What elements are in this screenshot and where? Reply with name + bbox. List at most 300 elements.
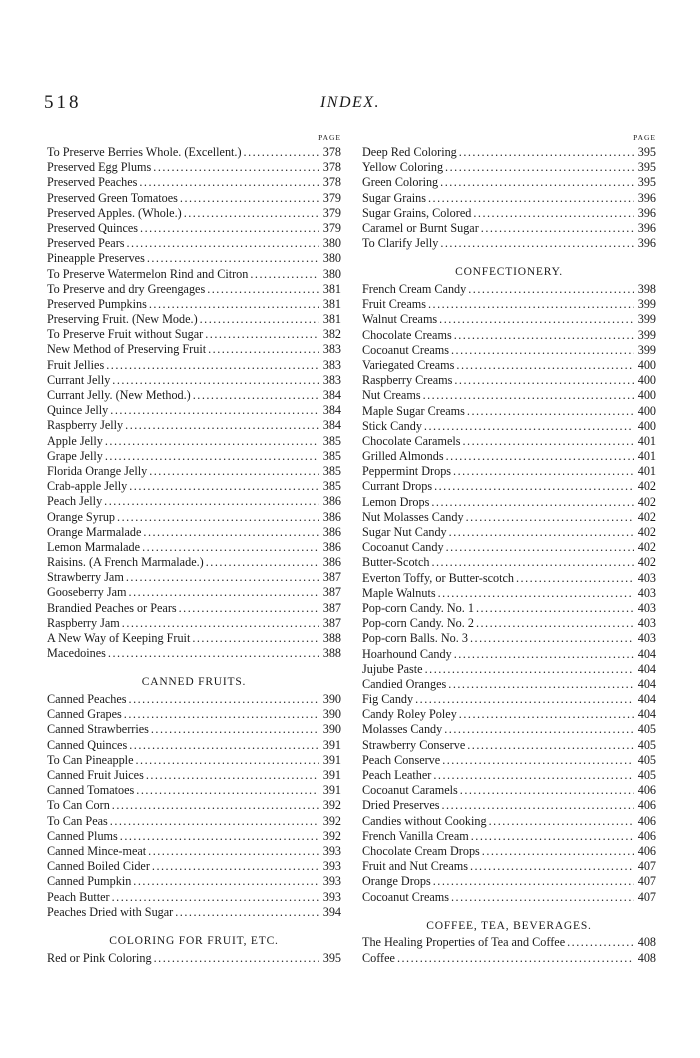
entry-title: Orange Drops xyxy=(362,874,431,889)
entry-page-number: 402 xyxy=(637,479,656,494)
dot-leader xyxy=(112,798,319,813)
dot-leader xyxy=(127,236,320,251)
index-entry xyxy=(47,373,341,388)
index-entry xyxy=(362,738,656,753)
dot-leader xyxy=(440,236,634,251)
entry-title: Maple Walnuts xyxy=(362,585,436,600)
index-entry xyxy=(47,191,341,206)
index-entry xyxy=(362,722,656,737)
index-entry xyxy=(47,555,341,570)
index-entry xyxy=(362,434,656,449)
entry-page-number: 386 xyxy=(322,509,341,524)
entry-page-number: 402 xyxy=(637,509,656,524)
dot-leader xyxy=(142,540,319,555)
index-entry xyxy=(47,206,341,221)
entry-page-number: 403 xyxy=(637,631,656,646)
dot-leader xyxy=(489,814,634,829)
dot-leader xyxy=(105,434,319,449)
index-entry xyxy=(47,282,341,297)
index-entry xyxy=(362,191,656,206)
index-entry xyxy=(362,753,656,768)
index-entry xyxy=(47,494,341,509)
dot-leader xyxy=(453,464,634,479)
entry-page-number: 407 xyxy=(637,874,656,889)
entry-title: Fruit Creams xyxy=(362,297,426,312)
entry-page-number: 390 xyxy=(322,722,341,737)
entry-page-number: 407 xyxy=(637,859,656,874)
entry-title: Molasses Candy xyxy=(362,722,443,737)
entry-page-number: 403 xyxy=(637,585,656,600)
index-entry xyxy=(47,327,341,342)
entry-title: Crab-apple Jelly xyxy=(47,479,128,494)
index-entry xyxy=(47,783,341,798)
entry-title: Currant Jelly xyxy=(47,372,111,387)
section-heading: COFFEE, TEA, BEVERAGES. xyxy=(426,919,592,932)
entry-title: Florida Orange Jelly xyxy=(47,463,148,478)
dot-leader xyxy=(470,631,634,646)
entry-title: Apple Jelly xyxy=(47,433,103,448)
entry-title: Caramel or Burnt Sugar xyxy=(362,220,479,235)
entry-page-number: 396 xyxy=(637,220,656,235)
dot-leader xyxy=(112,890,319,905)
dot-leader xyxy=(129,585,319,600)
entry-page-number: 405 xyxy=(637,752,656,767)
index-entry xyxy=(362,783,656,798)
index-entry xyxy=(47,525,341,540)
entry-title: Peaches Dried with Sugar xyxy=(47,904,174,919)
entry-page-number: 396 xyxy=(637,205,656,220)
entry-page-number: 393 xyxy=(322,843,341,858)
dot-leader xyxy=(476,601,634,616)
index-entry xyxy=(362,540,656,555)
entry-title: Preserving Fruit. (New Mode.) xyxy=(47,312,198,327)
entry-page-number: 408 xyxy=(637,935,656,950)
entry-title: Nut Creams xyxy=(362,388,421,403)
dot-leader xyxy=(448,677,634,692)
entry-page-number: 393 xyxy=(322,874,341,889)
entry-title: To Preserve Watermelon Rind and Citron xyxy=(47,266,249,281)
entry-title: New Method of Preserving Fruit xyxy=(47,342,207,357)
entry-page-number: 378 xyxy=(322,145,341,159)
entry-page-number: 395 xyxy=(322,950,341,965)
entry-page-number: 400 xyxy=(637,403,656,418)
dot-leader xyxy=(434,479,634,494)
entry-title: Chocolate Caramels xyxy=(362,433,461,448)
right-column xyxy=(362,131,656,966)
index-entry xyxy=(47,251,341,266)
entry-title: Jujube Paste xyxy=(362,661,423,676)
entry-page-number: 398 xyxy=(637,282,656,296)
index-entry xyxy=(47,403,341,418)
section-heading: CANNED FRUITS. xyxy=(141,676,247,689)
dot-leader xyxy=(471,829,634,844)
index-entry xyxy=(362,282,656,297)
entry-page-number: 378 xyxy=(322,160,341,175)
entry-title: Gooseberry Jam xyxy=(47,585,127,600)
index-entry xyxy=(47,418,341,433)
dot-leader xyxy=(129,692,319,707)
entry-title: Coffee xyxy=(362,950,395,965)
entry-title: Quince Jelly xyxy=(47,403,109,418)
dot-leader xyxy=(459,145,634,160)
index-entry xyxy=(362,464,656,479)
entry-page-number: 392 xyxy=(322,828,341,843)
entry-title: To Preserve and dry Greengages xyxy=(47,281,206,296)
index-entry xyxy=(362,358,656,373)
entry-page-number: 400 xyxy=(637,388,656,403)
dot-leader xyxy=(192,631,319,646)
index-entry xyxy=(362,449,656,464)
dot-leader xyxy=(516,571,634,586)
dot-leader xyxy=(567,935,634,950)
dot-leader xyxy=(205,327,319,342)
dot-leader xyxy=(129,738,319,753)
index-entry xyxy=(47,175,341,190)
entry-title: Canned Quinces xyxy=(47,737,128,752)
dot-leader xyxy=(146,768,319,783)
entry-page-number: 391 xyxy=(322,768,341,782)
entry-page-number: 400 xyxy=(637,373,656,388)
entry-title: Cocoanut Creams xyxy=(362,889,449,904)
entry-page-number: 404 xyxy=(637,646,656,661)
entry-page-number: 407 xyxy=(637,889,656,904)
dot-leader xyxy=(133,874,319,889)
index-entry xyxy=(47,753,341,768)
index-entry xyxy=(362,707,656,722)
index-entry xyxy=(47,267,341,282)
index-entry xyxy=(47,951,341,966)
entry-title: Fig Candy xyxy=(362,692,414,707)
entry-title: Red or Pink Coloring xyxy=(47,950,152,965)
entry-page-number: 392 xyxy=(322,813,341,828)
index-entry xyxy=(362,555,656,570)
dot-leader xyxy=(444,722,634,737)
dot-leader xyxy=(149,297,319,312)
entry-page-number: 403 xyxy=(637,600,656,615)
entry-page-number: 386 xyxy=(322,555,341,570)
index-entry xyxy=(47,570,341,585)
entry-page-number: 383 xyxy=(322,342,341,357)
index-entry xyxy=(362,221,656,236)
entry-page-number: 400 xyxy=(637,357,656,372)
entry-page-number: 391 xyxy=(322,783,341,798)
dot-leader xyxy=(442,798,635,813)
entry-title: Pop-corn Candy. No. 2 xyxy=(362,616,474,631)
dot-leader xyxy=(476,616,634,631)
dot-leader xyxy=(467,404,634,419)
entry-title: Walnut Creams xyxy=(362,312,438,327)
dot-leader xyxy=(148,844,319,859)
dot-leader xyxy=(415,692,634,707)
dot-leader xyxy=(431,555,634,570)
entry-title: To Clarify Jelly xyxy=(362,236,439,251)
entry-title: Canned Boiled Cider xyxy=(47,859,150,874)
dot-leader xyxy=(154,951,319,966)
page-column-label: PAGE xyxy=(318,133,341,142)
entry-page-number: 408 xyxy=(637,950,656,965)
entry-title: Raspberry Jelly xyxy=(47,418,124,433)
index-entry xyxy=(47,646,341,661)
index-entry xyxy=(47,358,341,373)
dot-leader xyxy=(112,373,319,388)
entry-page-number: 393 xyxy=(322,889,341,904)
dot-leader xyxy=(200,312,319,327)
entry-title: The Healing Properties of Tea and Coffee xyxy=(362,935,566,950)
entry-title: Peach Jelly xyxy=(47,494,103,509)
entry-title: Canned Fruit Juices xyxy=(47,768,144,782)
entry-page-number: 387 xyxy=(322,585,341,600)
entry-page-number: 402 xyxy=(637,525,656,539)
entry-page-number: 387 xyxy=(322,600,341,615)
entry-page-number: 401 xyxy=(637,433,656,448)
entry-page-number: 384 xyxy=(322,388,341,402)
index-entry xyxy=(47,707,341,722)
dot-leader xyxy=(439,312,634,327)
entry-title: Yellow Coloring xyxy=(362,160,444,175)
dot-leader xyxy=(440,175,634,190)
dot-leader xyxy=(445,160,634,175)
entry-title: Lemon Drops xyxy=(362,494,430,509)
dot-leader xyxy=(425,662,634,677)
entry-title: Butter-Scotch xyxy=(362,555,430,570)
entry-page-number: 402 xyxy=(637,540,656,555)
page-number: 518 xyxy=(44,92,82,113)
dot-leader xyxy=(433,874,634,889)
entry-page-number: 399 xyxy=(637,297,656,312)
entry-title: To Preserve Fruit without Sugar xyxy=(47,327,204,342)
entry-page-number: 395 xyxy=(637,175,656,190)
entry-page-number: 385 xyxy=(322,433,341,448)
entry-page-number: 381 xyxy=(322,312,341,327)
dot-leader xyxy=(136,783,319,798)
dot-leader xyxy=(143,525,319,540)
entry-title: Chocolate Cream Drops xyxy=(362,843,480,858)
entry-title: Candied Oranges xyxy=(362,676,447,691)
index-entry xyxy=(47,798,341,813)
dot-leader xyxy=(442,753,634,768)
index-entry xyxy=(362,510,656,525)
dot-leader xyxy=(428,191,634,206)
entry-title: Strawberry Conserve xyxy=(362,737,466,752)
index-entry xyxy=(362,236,656,251)
entry-title: Deep Red Coloring xyxy=(362,145,457,159)
entry-title: Grilled Almonds xyxy=(362,449,444,464)
entry-title: A New Way of Keeping Fruit xyxy=(47,631,191,645)
entry-page-number: 406 xyxy=(637,783,656,798)
dot-leader xyxy=(122,616,319,631)
dot-leader xyxy=(140,221,319,236)
entry-title: Peach Butter xyxy=(47,889,110,904)
entry-page-number: 391 xyxy=(322,752,341,767)
index-entry xyxy=(47,890,341,905)
index-entry xyxy=(47,297,341,312)
entry-page-number: 403 xyxy=(637,570,656,585)
dot-leader xyxy=(397,951,634,966)
entry-title: Dried Preserves xyxy=(362,798,440,813)
entry-title: Stick Candy xyxy=(362,418,422,433)
entry-page-number: 399 xyxy=(637,312,656,327)
entry-page-number: 380 xyxy=(322,236,341,251)
dot-leader xyxy=(454,373,634,388)
dot-leader xyxy=(454,328,634,343)
dot-leader xyxy=(175,905,319,920)
index-entry xyxy=(47,692,341,707)
entry-title: Preserved Pumpkins xyxy=(47,296,147,311)
entry-page-number: 396 xyxy=(637,190,656,205)
dot-leader xyxy=(193,388,319,403)
dot-leader xyxy=(106,358,319,373)
entry-title: Preserved Peaches xyxy=(47,175,138,190)
dot-leader xyxy=(456,358,634,373)
index-entry xyxy=(362,844,656,859)
entry-page-number: 388 xyxy=(322,646,341,661)
entry-title: Raspberry Creams xyxy=(362,373,453,388)
entry-page-number: 403 xyxy=(637,616,656,631)
index-entry xyxy=(362,768,656,783)
entry-page-number: 378 xyxy=(322,175,341,190)
entry-page-number: 404 xyxy=(637,707,656,722)
entry-title: Sugar Grains, Colored xyxy=(362,205,472,220)
dot-leader xyxy=(467,738,634,753)
entry-page-number: 383 xyxy=(322,357,341,372)
entry-title: Everton Toffy, or Butter-scotch xyxy=(362,570,514,585)
entry-title: Pop-corn Candy. No. 1 xyxy=(362,600,474,615)
entry-title: Nut Molasses Candy xyxy=(362,509,464,524)
index-entry xyxy=(47,540,341,555)
entry-page-number: 379 xyxy=(322,190,341,205)
entry-title: Cocoanut Candy xyxy=(362,540,444,555)
entry-page-number: 393 xyxy=(322,859,341,874)
entry-page-number: 395 xyxy=(637,145,656,159)
index-entry xyxy=(362,479,656,494)
entry-page-number: 402 xyxy=(637,494,656,509)
entry-page-number: 385 xyxy=(322,463,341,478)
entry-title: Chocolate Creams xyxy=(362,327,452,342)
entry-title: To Can Corn xyxy=(47,798,110,813)
entry-page-number: 386 xyxy=(322,494,341,509)
entry-title: French Cream Candy xyxy=(362,282,467,296)
entry-title: Canned Strawberries xyxy=(47,722,149,737)
dot-leader xyxy=(468,282,634,297)
dot-leader xyxy=(459,707,634,722)
index-entry xyxy=(47,434,341,449)
entry-title: Sugar Grains xyxy=(362,190,426,205)
dot-leader xyxy=(423,388,634,403)
entry-page-number: 401 xyxy=(637,449,656,464)
entry-title: Pop-corn Balls. No. 3 xyxy=(362,631,468,646)
entry-title: Candies without Cooking xyxy=(362,813,487,828)
dot-leader xyxy=(104,494,319,509)
entry-title: Cocoanut Creams xyxy=(362,342,449,357)
entry-page-number: 404 xyxy=(637,676,656,691)
entry-title: Canned Peaches xyxy=(47,692,127,707)
entry-title: Brandied Peaches or Pears xyxy=(47,600,177,615)
index-entry xyxy=(47,145,341,160)
entry-title: Canned Plums xyxy=(47,828,118,843)
dot-leader xyxy=(139,175,319,190)
entry-title: Canned Grapes xyxy=(47,707,122,722)
index-entry xyxy=(362,601,656,616)
index-entry xyxy=(362,175,656,190)
index-entry xyxy=(47,829,341,844)
entry-title: To Can Pineapple xyxy=(47,752,134,767)
entry-page-number: 385 xyxy=(322,448,341,463)
entry-title: Fruit Jellies xyxy=(47,357,105,372)
dot-leader xyxy=(446,449,634,464)
entry-title: Peppermint Drops xyxy=(362,464,452,479)
entry-page-number: 390 xyxy=(322,707,341,722)
entry-title: Currant Drops xyxy=(362,479,433,494)
dot-leader xyxy=(446,540,634,555)
entry-title: Strawberry Jam xyxy=(47,570,124,585)
dot-leader xyxy=(135,753,319,768)
entry-title: Preserved Green Tomatoes xyxy=(47,190,178,205)
entry-page-number: 379 xyxy=(322,205,341,220)
entry-title: Grape Jelly xyxy=(47,448,103,463)
entry-page-number: 395 xyxy=(637,160,656,175)
index-entry xyxy=(47,738,341,753)
dot-leader xyxy=(454,647,634,662)
entry-page-number: 405 xyxy=(637,722,656,737)
entry-page-number: 392 xyxy=(322,798,341,813)
entry-page-number: 379 xyxy=(322,220,341,235)
dot-leader xyxy=(481,221,634,236)
entry-page-number: 406 xyxy=(637,798,656,813)
dot-leader xyxy=(244,145,319,160)
entry-page-number: 391 xyxy=(322,737,341,752)
index-entry xyxy=(362,798,656,813)
index-entry xyxy=(362,874,656,889)
index-entry xyxy=(47,768,341,783)
dot-leader xyxy=(208,342,319,357)
index-entry xyxy=(362,206,656,221)
entry-page-number: 406 xyxy=(637,828,656,843)
index-entry xyxy=(362,616,656,631)
entry-title: Maple Sugar Creams xyxy=(362,403,465,418)
index-entry xyxy=(47,859,341,874)
dot-leader xyxy=(110,403,319,418)
dot-leader xyxy=(110,814,319,829)
index-entry xyxy=(362,328,656,343)
dot-leader xyxy=(482,844,634,859)
index-entry xyxy=(47,844,341,859)
index-entry xyxy=(362,495,656,510)
dot-leader xyxy=(466,510,634,525)
index-entry xyxy=(47,510,341,525)
entry-title: Lemon Marmalade xyxy=(47,539,141,554)
entry-title: Preserved Pears xyxy=(47,236,125,251)
index-entry xyxy=(47,464,341,479)
entry-page-number: 399 xyxy=(637,327,656,342)
entry-title: Hoarhound Candy xyxy=(362,646,452,661)
entry-page-number: 406 xyxy=(637,843,656,858)
index-entry xyxy=(362,951,656,966)
index-entry xyxy=(47,388,341,403)
index-entry xyxy=(362,343,656,358)
index-entry xyxy=(362,373,656,388)
dot-leader xyxy=(206,555,319,570)
dot-leader xyxy=(184,206,319,221)
index-entry xyxy=(47,236,341,251)
dot-leader xyxy=(451,890,634,905)
entry-title: Green Coloring xyxy=(362,175,439,190)
dot-leader xyxy=(147,251,319,266)
dot-leader xyxy=(153,160,319,175)
index-entry xyxy=(362,312,656,327)
entry-page-number: 388 xyxy=(322,631,341,645)
entry-title: Sugar Nut Candy xyxy=(362,525,447,539)
entry-title: Variegated Creams xyxy=(362,357,455,372)
